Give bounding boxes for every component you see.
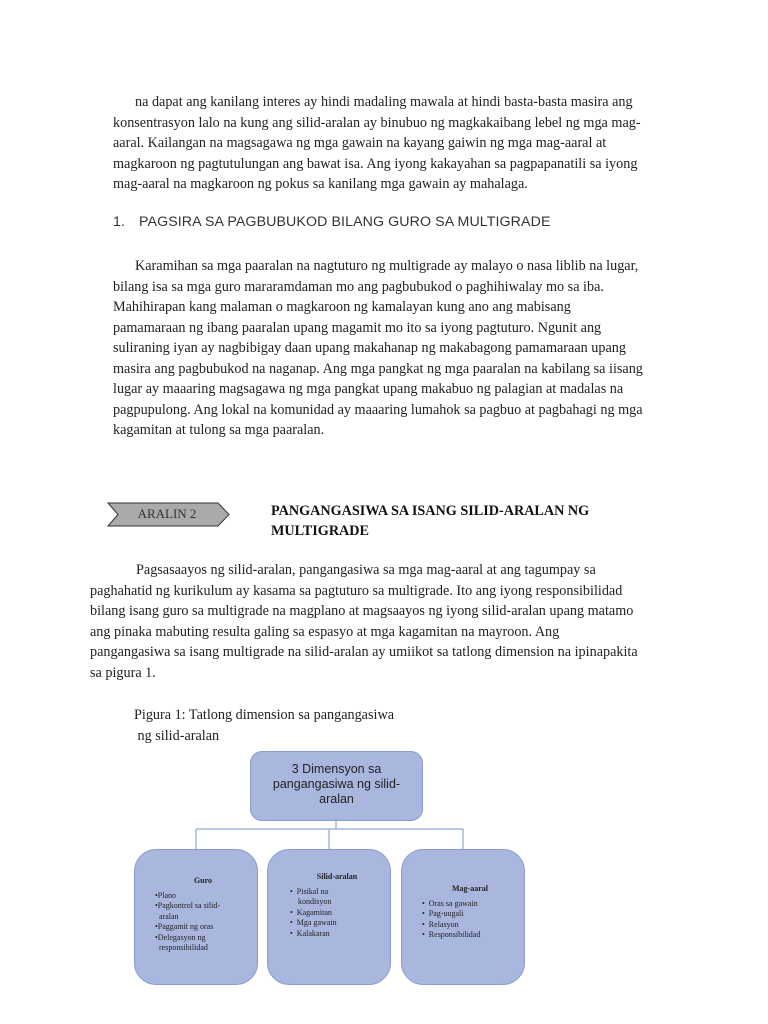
text-line: sa pigura 1.: [90, 664, 156, 681]
text-line: lugar ay maaaring magsagawa ng mga pangkat upang makabuo ng palagian at madalas na: [113, 381, 624, 397]
list-item: •Delegasyon ng: [155, 932, 206, 942]
text-line: masira ang pagbubukod na naganap. Ang mga pangkat ng mga paaralan na kabilang sa iisang: [113, 360, 643, 377]
intro-paragraph: [113, 92, 688, 195]
figure-caption: [134, 705, 434, 746]
text-line: ang pinaka mabuting resulta galing sa espasyo at mga kagamitan na mayroon. Ang: [90, 623, 560, 640]
text-line: suliraning iyan ay nagbibigay daan upang makahanap ng makabagong pamamaraan upang: [113, 340, 626, 356]
text-line: Mahihirapan kang malaman o magkaroon ng kamalayan kung ano ang mabisang: [113, 299, 571, 315]
node-silid-aralan: [267, 849, 391, 985]
list-item: • Pag-uugali: [422, 909, 464, 918]
list-item: •Paggamit ng oras: [155, 922, 214, 931]
list-item: aralan: [155, 911, 179, 921]
text-line: mag-aaral na magkaroon ng pokus sa kanilang mga gawain ay mahalaga.: [113, 176, 528, 192]
list-item: kondisyon: [290, 897, 332, 906]
node-title: Mag-aaral: [452, 884, 488, 893]
list-item: • Mga gawain: [290, 918, 337, 927]
section-heading: [113, 214, 551, 230]
root-node: [250, 751, 423, 821]
caption-line: ng silid-aralan: [134, 727, 220, 744]
node-mag-aaral: [401, 849, 525, 985]
hierarchy-diagram: [130, 748, 530, 988]
text-line: kagamitan at tulong sa mga paaralan.: [113, 422, 325, 438]
root-node-line: aralan: [319, 792, 354, 806]
text-line: aaral. Kailangan na magsagawa ng mga gawain na kayang gaiwin ng mga mag-aaral at: [113, 135, 607, 151]
list-item: • Responsibilidad: [422, 930, 481, 939]
lesson-tag: [106, 502, 231, 526]
list-item: • Kagamitan: [290, 907, 332, 917]
list-item: • Oras sa gawain: [422, 898, 478, 908]
lesson-title: PANGANGASIWA SA ISANG SILID-ARALAN NG MULTIGRADE: [271, 503, 590, 539]
node-list: [290, 887, 384, 940]
text-line: pagpupulong. Ang lokal na komunidad ay maaaring lumahok sa pagbuo at pagbahagi ng mga: [113, 401, 643, 418]
node-list: [155, 891, 251, 954]
text-line: Pagsasaayos ng silid-aralan, pangangasiwa sa mga mag-aaral at ang tagumpay sa: [136, 562, 596, 578]
caption-line: Pigura 1: Tatlong dimension sa pangangasiwa: [134, 707, 394, 723]
text-line: magkaroon ng pagtutulungan ang bawat isa. Ang iyong kakayahan sa pagpapanatili sa iyong: [113, 155, 638, 172]
list-item: • Kalakaran: [290, 928, 330, 938]
text-line: Karamihan sa mga paaralan na nagtuturo ng multigrade ay malayo o nasa liblib na lugar,: [135, 258, 639, 274]
list-item: responsibilidad: [155, 943, 208, 952]
lesson-tag-label: ARALIN 2: [137, 506, 197, 521]
text-line: paghahatid ng kurikulum ay kasama sa pagtuturo sa multigrade. Ito ang iyong responsibilidad: [90, 582, 623, 599]
node-guro: [134, 849, 258, 985]
text-line: bilang isang guro sa multigrade na magplano at magsaayos ng iyong silid-aralan upang matamo: [90, 603, 634, 619]
root-node-line: pangangasiwa ng silid-: [272, 777, 401, 791]
node-title: Guro: [193, 876, 213, 885]
text-line: konsentrasyon lalo na kung ang silid-aralan ay binubuo ng magkakaibang lebel ng mga mag-: [113, 114, 641, 131]
section-paragraph: [113, 256, 688, 441]
root-node-line: 3 Dimensyon sa: [291, 762, 382, 776]
text-line: na dapat ang kanilang interes ay hindi madaling mawala at hindi basta-basta masira ang: [135, 94, 633, 110]
list-item: • Relasyon: [422, 919, 459, 929]
node-list: [422, 899, 518, 941]
text-line: pangangasiwa sa isang multigrade na silid-aralan ay umiikot sa tatlong dimension na ipinapakita: [90, 644, 638, 660]
list-item: •Plano: [155, 890, 177, 900]
lesson-paragraph: [90, 560, 690, 683]
text-line: pamamaraan ng ibang paaralan upang magamit mo ito sa iyong pagtuturo. Ngunit ang: [113, 319, 602, 336]
list-item: •Pagkontrol sa silid-: [155, 901, 221, 910]
node-title: Silid-aralan: [316, 872, 358, 881]
section-number: 1.: [113, 214, 126, 230]
text-line: bilang isa sa mga guro mararamdaman mo ang pagbubukod o paghihiwalay mo sa iba.: [113, 278, 604, 295]
list-item: • Pisikal na: [290, 886, 329, 896]
section-heading-text: PAGSIRA SA PAGBUBUKOD BILANG GURO SA MULTIGRADE: [139, 214, 551, 230]
